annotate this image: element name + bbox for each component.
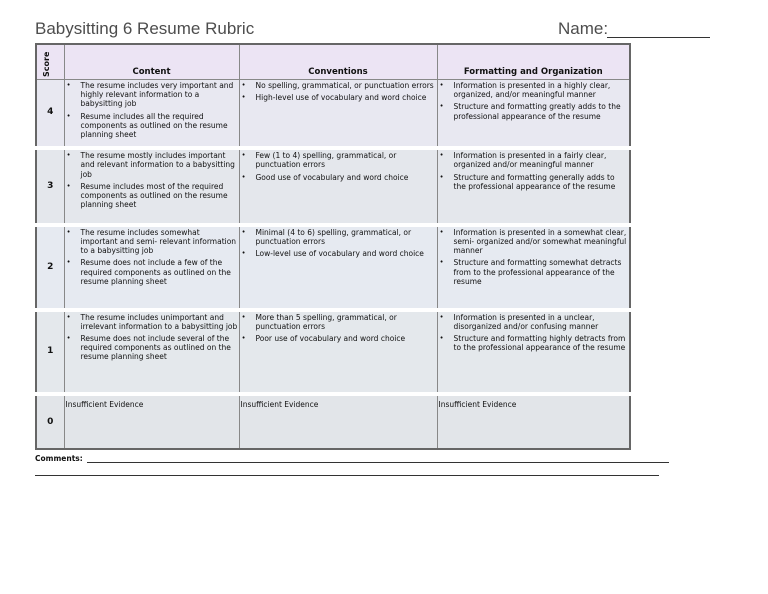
conventions-cell [239,148,437,225]
rubric-row-2 [36,225,630,310]
criterion-item: • The resume includes very important and highly relevant information to a babysitting job [66,81,238,109]
rubric-row-3 [36,148,630,225]
criterion-item: • Structure and formatting generally adds to the professional appearance of the resume [439,173,629,191]
document-title: Babysitting 6 Resume Rubric [35,19,255,38]
rubric-header-row [36,44,630,80]
content-cell: Insufficient Evidence [64,394,239,449]
formatting-cell [437,225,630,310]
formatting-cell [437,148,630,225]
conventions-column-header: Conventions [239,44,437,80]
score-cell: 3 [36,148,64,225]
formatting-cell [437,80,630,149]
comments-blank-line [35,475,659,476]
criterion-item: • Information is presented in a somewhat clear, semi- organized and/or somewhat meaningful manner [439,228,629,256]
score-cell: 1 [36,310,64,395]
criterion-item: • High-level use of vocabulary and word choice [241,93,436,102]
criterion-item: • Few (1 to 4) spelling, grammatical, or punctuation errors [241,151,436,169]
conventions-cell: Insufficient Evidence [239,394,437,449]
criterion-item: • Information is presented in a highly clear, organized, and/or meaningful manner [439,81,629,99]
content-cell [64,80,239,149]
content-cell [64,310,239,395]
criterion-item: • The resume includes unimportant and irrelevant information to a babysitting job [66,313,238,331]
score-cell: 4 [36,80,64,149]
criterion-item: • Resume includes all the required components as outlined on the resume planning sheet [66,112,238,140]
content-cell [64,148,239,225]
criterion-item: • Structure and formatting highly detracts from to the professional appearance of the resume [439,334,629,352]
criterion-item: • Good use of vocabulary and word choice [241,173,436,182]
comments-label: Comments: [35,454,83,463]
conventions-cell [239,310,437,395]
criterion-item: • Minimal (4 to 6) spelling, grammatical, or punctuation errors [241,228,436,246]
criterion-item: • Resume does not include several of the required components as outlined on the resume planning sheet [66,334,238,362]
formatting-column-header: Formatting and Organization [437,44,630,80]
formatting-cell [437,310,630,395]
formatting-cell: Insufficient Evidence [437,394,630,449]
criterion-item: • Structure and formatting somewhat detracts from to the professional appearance of the resume [439,258,629,286]
rubric-table [35,43,631,450]
criterion-item: • Resume includes most of the required components as outlined on the resume planning sheet [66,182,238,210]
criterion-item: • The resume includes somewhat important and semi- relevant information to a babysitting job [66,228,238,256]
comments-blank-line [87,462,669,463]
criterion-item: • More than 5 spelling, grammatical, or punctuation errors [241,313,436,331]
criterion-item: • Resume does not include a few of the required components as outlined on the resume planning sheet [66,258,238,286]
criterion-item: • Low-level use of vocabulary and word choice [241,249,436,258]
score-cell: 0 [36,394,64,449]
criterion-item: • The resume mostly includes important and relevant information to a babysitting job [66,151,238,179]
conventions-cell [239,225,437,310]
score-column-header: Score [36,44,64,80]
criterion-item: • Information is presented in a fairly clear, organized and/or meaningful manner [439,151,629,169]
content-column-header: Content [64,44,239,80]
score-cell: 2 [36,225,64,310]
name-label: Name: [558,19,609,38]
content-cell [64,225,239,310]
rubric-row-0 [36,394,630,449]
conventions-cell [239,80,437,149]
rubric-row-4 [36,80,630,149]
criterion-item: • No spelling, grammatical, or punctuation errors [241,81,436,90]
criterion-item: • Poor use of vocabulary and word choice [241,334,436,343]
criterion-item: • Structure and formatting greatly adds to the professional appearance of the resume [439,102,629,120]
rubric-row-1 [36,310,630,395]
criterion-item: • Information is presented in a unclear, disorganized and/or confusing manner [439,313,629,331]
name-blank-line [607,37,710,38]
